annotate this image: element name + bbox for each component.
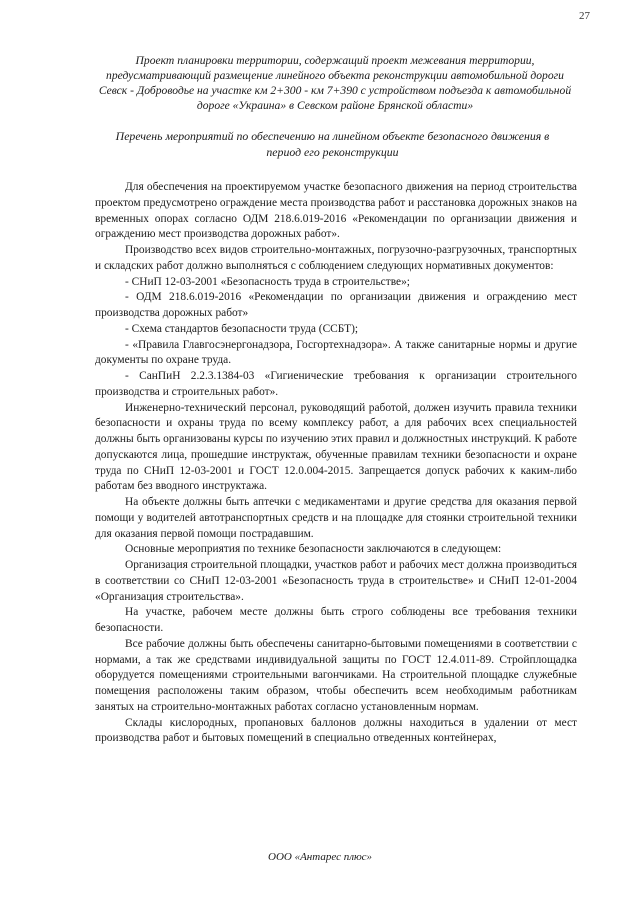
list-item: - ОДМ 218.6.019-2016 «Рекомендации по организации движения и ограждению мест производства дорожных работ» — [95, 291, 577, 319]
list-item: - СанПиН 2.2.3.1384-03 «Гигиенические требования к организации строительного производства и строительных работ». — [95, 370, 577, 398]
paragraph: Инженерно-технический персонал, руководящий работой, должен изучить правила техники безопасности и охраны труда по всему комплексу работ, а для рабочих всех специальностей должны быть организованы курсы по изучению этих правил и должностных инструкций. К работе допускаются лица, прошедшие инструктаж, обученные правилам техники безопасности и охране труда по СНиП 12-03-2001 и ГОСТ 12.0.004-2015. Запрещается допуск рабочих к каким-либо работам без вводного инструктажа. — [95, 401, 577, 493]
paragraph: На объекте должны быть аптечки с медикаментами и другие средства для оказания первой помощи у водителей автотранспортных средств и на площадке для стоянки строительной техники для оказания первой помощи пострадавшим. — [95, 496, 577, 540]
list-item: - СНиП 12-03-2001 «Безопасность труда в строительстве»; — [125, 275, 410, 288]
document-header: Проект планировки территории, содержащий проект межевания территории, предусматривающий размещение линейного объекта реконструкции автомобильной дороги Севск - Доброводье на участке км 2+300 - км 7+390 с устройством подъезда к автомобильной дороге «Украина» в Севском районе Брянской области» — [98, 54, 572, 112]
body-text — [95, 180, 577, 747]
list-item: - Схема стандартов безопасности труда (ССБТ); — [125, 322, 359, 335]
paragraph: Производство всех видов строительно-монтажных, погрузочно-разгрузочных, транспортных и складских работ должно выполняться с соблюдением следующих нормативных документов: — [95, 244, 577, 272]
paragraph: Организация строительной площадки, участков работ и рабочих мест должна производиться в соответствии со СНиП 12-03-2001 «Безопасность труда в строительстве» и СНиП 12-01-2004 «Организация строительства». — [95, 559, 577, 603]
list-item: - «Правила Главгосэнергонадзора, Госгортехнадзора». А также санитарные нормы и другие документы по охране труда. — [95, 338, 577, 367]
footer-company: ООО «Антарес плюс» — [268, 851, 372, 863]
paragraph: Основные мероприятия по технике безопасности заключаются в следующем: — [125, 543, 502, 556]
page-number: 27 — [579, 10, 590, 22]
paragraph: Все рабочие должны быть обеспечены санитарно-бытовыми помещениями в соответствии с нормами, а так же средствами индивидуальной защиты по ГОСТ 12.4.011-89. Стройплощадка оборудуется помещениями строительными вагончиками. На строительной площадке служебные помещения расположены таким образом, чтобы обеспечить всем необходимым работникам занятых на строительно-монтажных работах согласно установленным нормам. — [95, 637, 577, 713]
paragraph: На участке, рабочем месте должны быть строго соблюдены все требования техники безопасности. — [95, 606, 577, 634]
paragraph: Для обеспечения на проектируемом участке безопасного движения на период строительства проектом предусмотрено ограждение места производства работ и расстановка дорожных знаков на временных опорах согласно ОДМ 218.6.019-2016 «Рекомендации по организации движения и ограждению мест производства дорожных работ». — [95, 181, 577, 241]
paragraph: Склады кислородных, пропановых баллонов должны находиться в удалении от мест производства работ и бытовых помещений в специально отведенных контейнерах, — [95, 716, 577, 745]
section-title: Перечень мероприятий по обеспечению на линейном объекте безопасного движения в период его реконструкции — [115, 129, 550, 159]
